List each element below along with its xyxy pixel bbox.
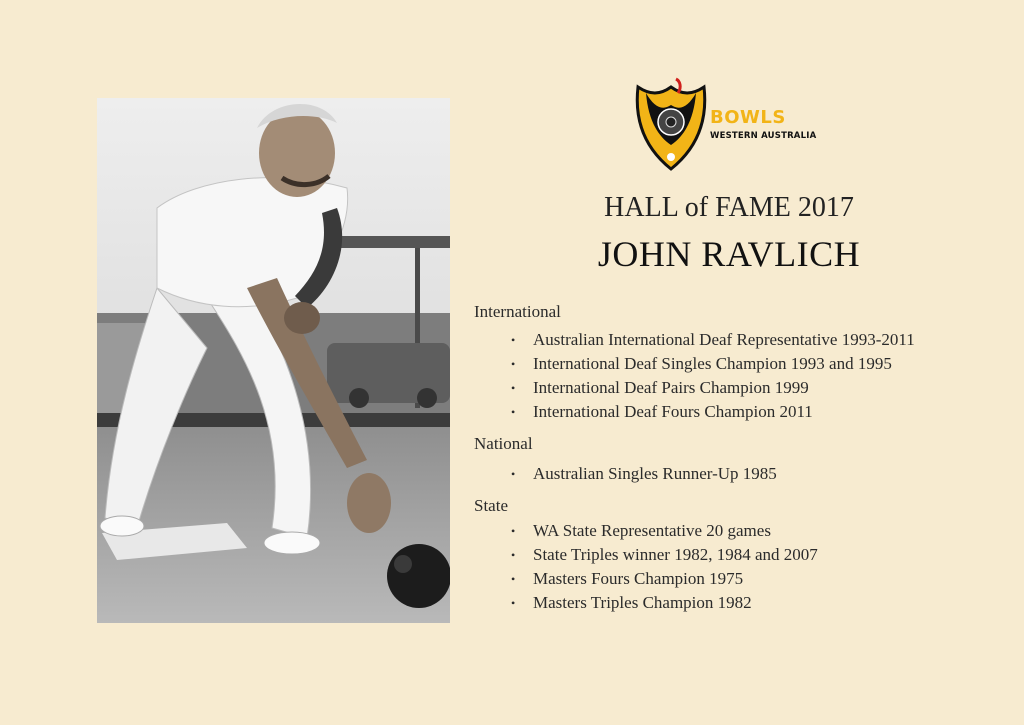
bullet-icon: • [511,357,516,371]
bullet-icon: • [511,405,516,419]
bullet-icon: • [511,572,516,586]
achievement-list [474,519,994,615]
list-item [474,352,994,376]
logo-main-text: BOWLS [710,107,786,128]
bowls-wa-logo [632,77,832,173]
list-item [474,519,994,543]
bullet-icon: • [511,596,516,610]
section-state [474,496,994,615]
bullet-icon: • [511,548,516,562]
section-heading: State [474,496,508,515]
list-item-text: International Deaf Fours Champion 2011 [533,402,813,421]
section-international [474,302,994,424]
list-item [474,462,994,486]
list-item [474,543,994,567]
section-national [474,434,994,486]
section-heading: International [474,302,561,321]
bullet-icon: • [511,524,516,538]
achievement-list [474,462,994,486]
bowls-shield-icon [632,77,710,173]
inductee-name: JOHN RAVLICH [597,234,861,274]
list-item-text: Masters Triples Champion 1982 [533,593,752,612]
list-item [474,328,994,352]
list-item-text: WA State Representative 20 games [533,521,771,540]
section-heading: National [474,434,533,453]
list-item-text: Australian Singles Runner-Up 1985 [533,464,777,483]
bullet-icon: • [511,381,516,395]
lawn-bowler-photo [97,98,450,623]
achievement-list [474,328,994,424]
list-item-text: International Deaf Pairs Champion 1999 [533,378,809,397]
list-item-text: Australian International Deaf Representative 1993-2011 [533,330,915,349]
bullet-icon: • [511,467,516,481]
list-item [474,376,994,400]
logo-sub-text: WESTERN AUSTRALIA [710,131,817,141]
list-item-text: Masters Fours Champion 1975 [533,569,744,588]
list-item [474,591,994,615]
achievements [474,302,994,615]
list-item-text: State Triples winner 1982, 1984 and 2007 [533,545,818,564]
list-item [474,400,994,424]
inductee-photo [97,98,450,623]
bullet-icon: • [511,333,516,347]
list-item [474,567,994,591]
list-item-text: International Deaf Singles Champion 1993 and 1995 [533,354,892,373]
hall-of-fame-title: HALL of FAME 2017 [604,192,854,223]
